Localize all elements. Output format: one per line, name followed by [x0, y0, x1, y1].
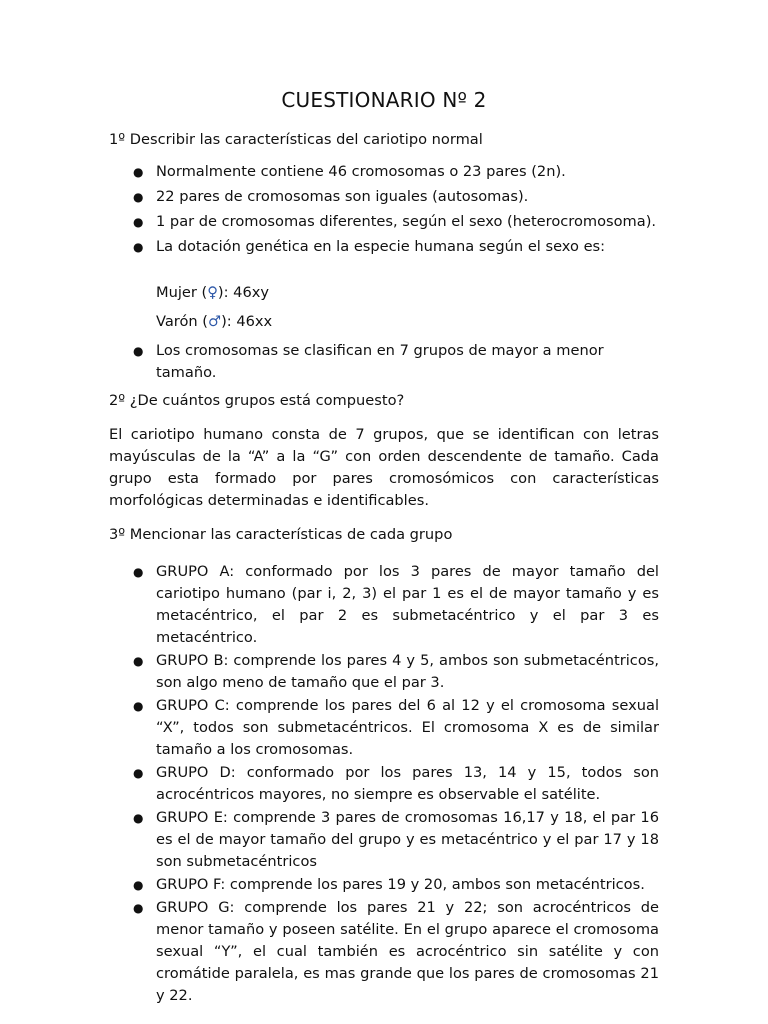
bullet-icon: ●: [133, 565, 144, 579]
list-item-group-e: ● GRUPO E: comprende 3 pares de cromosomas 16,17 y 18, el par 16 es el de mayor tamaño del grupo y es metacéntrico y el par 17 y 18 son submetacéntricos: [133, 809, 659, 870]
list-item: ● Los cromosomas se clasifican en 7 grupos de mayor a menor tamaño.: [133, 342, 604, 381]
question-2-heading: 2º ¿De cuántos grupos está compuesto?: [109, 392, 405, 409]
question-1-heading: 1º Describir las características del cariotipo normal: [109, 131, 483, 148]
list-item: ● Normalmente contiene 46 cromosomas o 23 pares (2n).: [109, 161, 659, 183]
bullet-icon: ●: [133, 654, 144, 668]
male-karyotype: Varón (♂): 46xx: [156, 313, 273, 330]
bullet-icon: ●: [133, 344, 144, 358]
page-title: CUESTIONARIO Nº 2: [281, 88, 487, 112]
female-symbol-icon: ♀: [207, 284, 218, 301]
bullet-icon: ●: [133, 240, 144, 254]
bullet-icon: ●: [133, 878, 144, 892]
female-karyotype: Mujer (♀): 46xy: [156, 284, 270, 301]
list-item-group-b: ● GRUPO B: comprende los pares 4 y 5, ambos son submetacéntricos, son algo meno de tamaño que el par 3.: [133, 652, 659, 691]
question-2-answer: El cariotipo humano consta de 7 grupos, que se identifican con letras mayúsculas de la “A” a la “G” con orden descendente de tamaño. Cada grupo esta formado por pares cromosómicos con características morfológicas determinadas e identificables.: [109, 426, 659, 509]
list-item-group-d: ● GRUPO D: conformado por los pares 13, 14 y 15, todos son acrocéntricos mayores, no siempre es observable el satélite.: [133, 764, 659, 803]
list-item-group-g: ● GRUPO G: comprende los pares 21 y 22; son acrocéntricos de menor tamaño y poseen satélite. En el grupo aparece el cromosoma sexual “Y”, el cual también es acrocéntrico sin satélite y con cromátide paralela, es mas grande que los pares de cromosomas 21 y 22.: [133, 899, 659, 1004]
male-symbol-icon: ♂: [207, 313, 222, 330]
list-item-group-f: ● GRUPO F: comprende los pares 19 y 20, ambos son metacéntricos.: [109, 874, 659, 896]
list-item: ● 22 pares de cromosomas son iguales (autosomas).: [109, 186, 659, 208]
bullet-icon: ●: [133, 901, 144, 915]
list-item: ● 1 par de cromosomas diferentes, según el sexo (heterocromosoma).: [109, 211, 659, 233]
bullet-icon: ●: [133, 766, 144, 780]
document-body: [109, 129, 659, 1008]
bullet-icon: ●: [133, 699, 144, 713]
bullet-icon: ●: [133, 811, 144, 825]
groups-list: [109, 561, 659, 1007]
question-1-list-continued: [109, 340, 659, 384]
question-3-heading: 3º Mencionar las características de cada grupo: [109, 526, 453, 543]
list-item: ● La dotación genética en la especie humana según el sexo es:: [109, 236, 659, 258]
bullet-icon: ●: [133, 190, 144, 204]
question-1-list: [109, 161, 659, 258]
list-item-group-c: ● GRUPO C: comprende los pares del 6 al 12 y el cromosoma sexual “X”, todos son submetacéntricos. El cromosoma X es de similar tamaño a los cromosomas.: [133, 697, 659, 758]
bullet-icon: ●: [133, 215, 144, 229]
list-item-group-a: ● GRUPO A: conformado por los 3 pares de mayor tamaño del cariotipo humano (par i, 2, 3) el par 1 es el de mayor tamaño y es metacéntrico, el par 2 es submetacéntrico y el par 3 es metacéntrico.: [133, 563, 659, 646]
bullet-icon: ●: [133, 165, 144, 179]
